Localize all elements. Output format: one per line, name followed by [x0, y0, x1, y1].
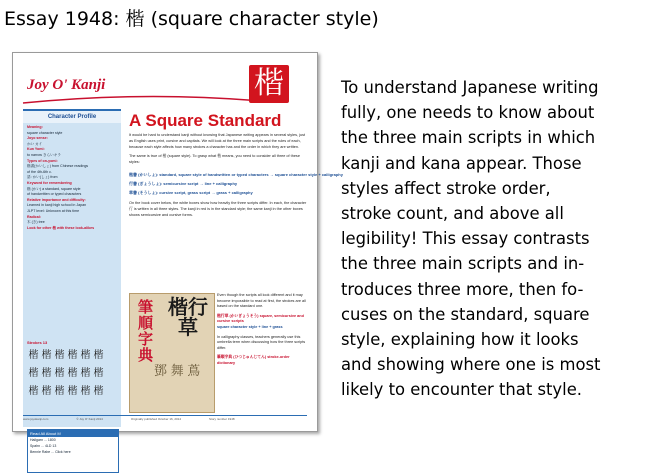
description-line: stroke count, and above all: [341, 204, 564, 224]
description-line: the three main scripts in which: [341, 128, 596, 148]
stroke-step: 楷: [54, 386, 65, 397]
stroke-step: 楷: [93, 350, 104, 361]
stroke-step: 楷: [41, 368, 52, 379]
script-row: 楷書 (かいしょ): standard, square style of handwritten or typed characters → square character style + calligraphy: [129, 171, 343, 177]
featured-kanji: 楷: [249, 65, 289, 103]
read-all-about-it-box: [27, 429, 119, 473]
stroke-step: 楷: [80, 386, 91, 397]
stroke-step: 楷: [93, 368, 104, 379]
cover-lower-chars: 鄧 舞 蔦: [154, 363, 201, 378]
dictionary-cover-image: [129, 293, 215, 413]
cover-main-title: 楷行草: [168, 297, 208, 339]
stroke-step: 楷: [41, 350, 52, 361]
stroke-step: 楷: [54, 368, 65, 379]
script-row: 行書 (ぎょうしょ): semicursive script → line + calligraphy: [129, 180, 238, 186]
stroke-step: 楷: [28, 368, 39, 379]
stroke-step: 楷: [54, 350, 65, 361]
stroke-step: 楷: [80, 350, 91, 361]
cover-caption: Even though the scripts all look different and it may become impossible to read at first, the strokes are all based on the standard one. 楷行草 (かいぎょうそう) square, semicursive and cursive scripts square character style + line + grass In calligraphy classes, teachers generally use this umbrella term when discussing how the three scripts differ. 筆順字典 (ひつじゅんじてん) stroke-order dictionary: [217, 293, 306, 365]
essay-description: [341, 75, 641, 403]
stroke-step: 楷: [93, 386, 104, 397]
read-box-row: Spahn ... 4LD 13: [30, 444, 57, 448]
character-profile-title: Character Profile: [23, 111, 121, 123]
strokes-label: Strokes 13: [27, 340, 48, 345]
description-line: troduces three more, then fo-: [341, 279, 584, 299]
read-box-row: Bennie Rabe ... Click here: [30, 450, 71, 454]
essay-thumbnail[interactable]: [12, 52, 343, 454]
body-paragraph: It would be hard to understand kanji without knowing that Japanese writing appears in several styles, just as English uses print, cursive and capitals. We will look at the three main scripts and the rules of each, because each style affects how many strokes a character has and the order in which they are written.: [129, 133, 306, 149]
description-line: styles affect stroke order,: [341, 178, 551, 198]
stroke-step: 楷: [80, 368, 91, 379]
header-swoosh-icon: [23, 93, 263, 107]
character-profile-lines: Meaning: square character style Joyo sense: かい カイ Kun Yomi: to narrow きらいキラ Types of on-yomi: 楷書(かいしょ) from Chinese readings of the 4th-6th c. 語: かい(しょ) from Keyword for remembering 楷 (かい) a standard, square style of handwritten or typed characters Relative importance and difficulty: Learned in kanji high school in Japan JLPT level: Unknown at this time Radical: 木 (き) tree Look for other 楷 with these look-alikes: [27, 125, 95, 230]
script-style-table: [129, 170, 343, 197]
stroke-step: 楷: [67, 386, 78, 397]
page-footer: www.joyokanji.com © Joy O' Kanji 2014 Originally published October 16, 2014 Story number 1948: [23, 415, 307, 421]
stroke-step: 楷: [28, 386, 39, 397]
cover-side-title: 筆順字典: [138, 299, 154, 364]
stroke-step: 楷: [67, 350, 78, 361]
stroke-step: 楷: [67, 368, 78, 379]
body-paragraph: On the book cover below, the white boxes show how heavily the three scripts differ. In each, the character 行 is written in all three styles. The kanji in red is in the standard style; the same kanji in the other boxes shows semicursive and cursive forms.: [129, 200, 307, 217]
description-line: style, explaining how it looks: [341, 330, 579, 350]
description-line: likely to encounter that style.: [341, 380, 582, 400]
description-line: the three main scripts and in-: [341, 254, 585, 274]
joyo-kanji-logo: Joy O' Kanji: [27, 77, 106, 93]
stroke-order-grid: [27, 340, 117, 399]
essay-body: [129, 133, 343, 222]
script-row: 草書 (そうしょ): cursive script, grass script → grass + calligraphy: [129, 189, 253, 195]
character-profile-sidebar: [23, 109, 121, 454]
stroke-step: 楷: [28, 350, 39, 361]
description-line: To understand Japanese writing: [341, 78, 599, 97]
description-line: fully, one needs to know about: [341, 103, 595, 123]
description-line: legibility! This essay contrasts: [341, 229, 590, 249]
read-box-row: Hailgarn ... 1800: [30, 438, 56, 442]
essay-heading: A Square Standard: [129, 111, 282, 130]
description-line: kanji and kana appear. Those: [341, 153, 582, 173]
stroke-step: 楷: [41, 386, 52, 397]
description-line: cuses on the standard, square: [341, 304, 590, 324]
read-box-title: Read All About It!: [28, 430, 118, 437]
page-title: Essay 1948: 楷 (square character style): [4, 8, 379, 30]
body-paragraph: The same is true of 楷 (square style). To grasp what 楷 means, you need to consider all three of these styles:: [129, 154, 300, 165]
description-line: and showing where one is most: [341, 355, 601, 375]
